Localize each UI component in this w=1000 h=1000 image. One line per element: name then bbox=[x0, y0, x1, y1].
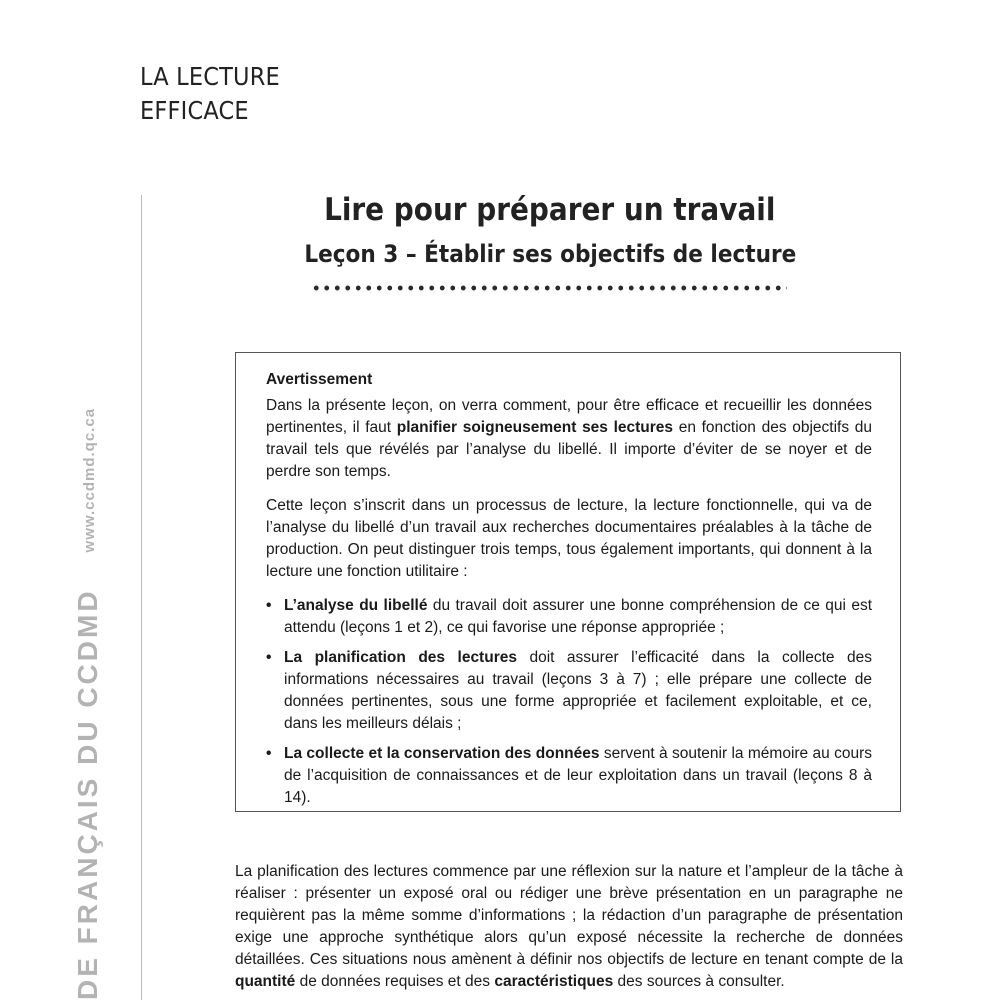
list-item bbox=[266, 743, 872, 809]
series-header-line1: LA LECTURE bbox=[140, 62, 280, 91]
bullet-3-bold: La collecte et la conservation des données bbox=[284, 745, 600, 762]
notice-p1-after: en fonction des objectifs du travail tels que révélés par l’analyse du libellé. Il importe d’éviter de se noyer et de perdre son temps. bbox=[266, 419, 872, 480]
bullet-icon: • bbox=[266, 745, 272, 762]
side-url: www.ccdmd.qc.ca bbox=[81, 407, 98, 553]
bullet-1-bold: L’analyse du libellé bbox=[284, 597, 428, 614]
notice-p1-bold: planifier soigneusement ses lectures bbox=[396, 419, 674, 436]
side-brand-text: DE FRANÇAIS DU CCDMD bbox=[72, 588, 103, 1000]
notice-paragraph-2: Cette leçon s’inscrit dans un processus de lecture, la lecture fonctionnelle, qui va de l’analyse du libellé d’un travail aux recherches documentaires préalables à la tâche de production. On peut distinguer trois temps, tous également importants, qui donnent à la lecture une fonction utilitaire : bbox=[266, 497, 872, 580]
notice-p1-before: Dans la présente leçon, on verra comment, pour être efficace et recueillir les données pertinentes, il faut bbox=[266, 397, 872, 436]
bullet-1-text: du travail doit assurer une bonne compréhension de ce qui est attendu (leçons 1 et 2), ce qui favorise une réponse appropriée ; bbox=[284, 597, 873, 636]
list-item bbox=[266, 595, 872, 639]
lesson-subtitle bbox=[200, 240, 900, 268]
body-part-3: des sources à consulter. bbox=[613, 973, 785, 990]
notice-heading: Avertissement bbox=[266, 371, 373, 388]
body-paragraph bbox=[235, 861, 903, 993]
page-title-text: Lire pour préparer un travail bbox=[324, 192, 776, 228]
list-item bbox=[266, 647, 872, 735]
lesson-subtitle-text: Leçon 3 – Établir ses objectifs de lecture bbox=[304, 240, 796, 268]
notice-box bbox=[235, 352, 901, 812]
notice-paragraph-1 bbox=[266, 395, 872, 483]
dotted-divider bbox=[311, 284, 787, 292]
page-title bbox=[200, 192, 900, 228]
body-bold-caracteristiques: caractéristiques bbox=[494, 973, 614, 990]
bullet-2-text: doit assurer l’efficacité dans la collecte des informations nécessaires au travail (leçons 3 à 7) ; elle prépare une collecte de données pertinentes, sous une forme appropriée et facilement exploitable, et ce, dans les meilleurs délais ; bbox=[284, 649, 872, 732]
series-header-line2: EFFICACE bbox=[140, 96, 249, 125]
body-part-1: La planification des lectures commence par une réflexion sur la nature et l’ampleur de la tâche à réaliser : présenter un exposé oral ou rédiger une brève présentation en un paragraphe ne requièrent pas la même somme d’informations ; la rédaction d’un paragraphe de présentation exige une approche synthétique alors qu’un exposé nécessite la recherche de données détaillées. Ces situations nous amènent à définir nos objectifs de lecture en tenant compte de la bbox=[235, 863, 903, 968]
bullet-icon: • bbox=[266, 597, 272, 614]
series-header bbox=[140, 60, 280, 128]
bullet-icon: • bbox=[266, 649, 272, 666]
bullet-3-text: servent à soutenir la mémoire au cours de l’acquisition de connaissances et de leur exploitation dans un travail (leçons 8 à 14). bbox=[284, 745, 872, 806]
bullet-2-bold: La planification des lectures bbox=[284, 649, 517, 666]
body-bold-quantite: quantité bbox=[235, 973, 296, 990]
side-divider bbox=[141, 195, 142, 1000]
notice-bullet-list bbox=[266, 595, 872, 809]
side-branding bbox=[72, 408, 104, 1000]
body-part-2: de données requises et des bbox=[295, 973, 495, 990]
